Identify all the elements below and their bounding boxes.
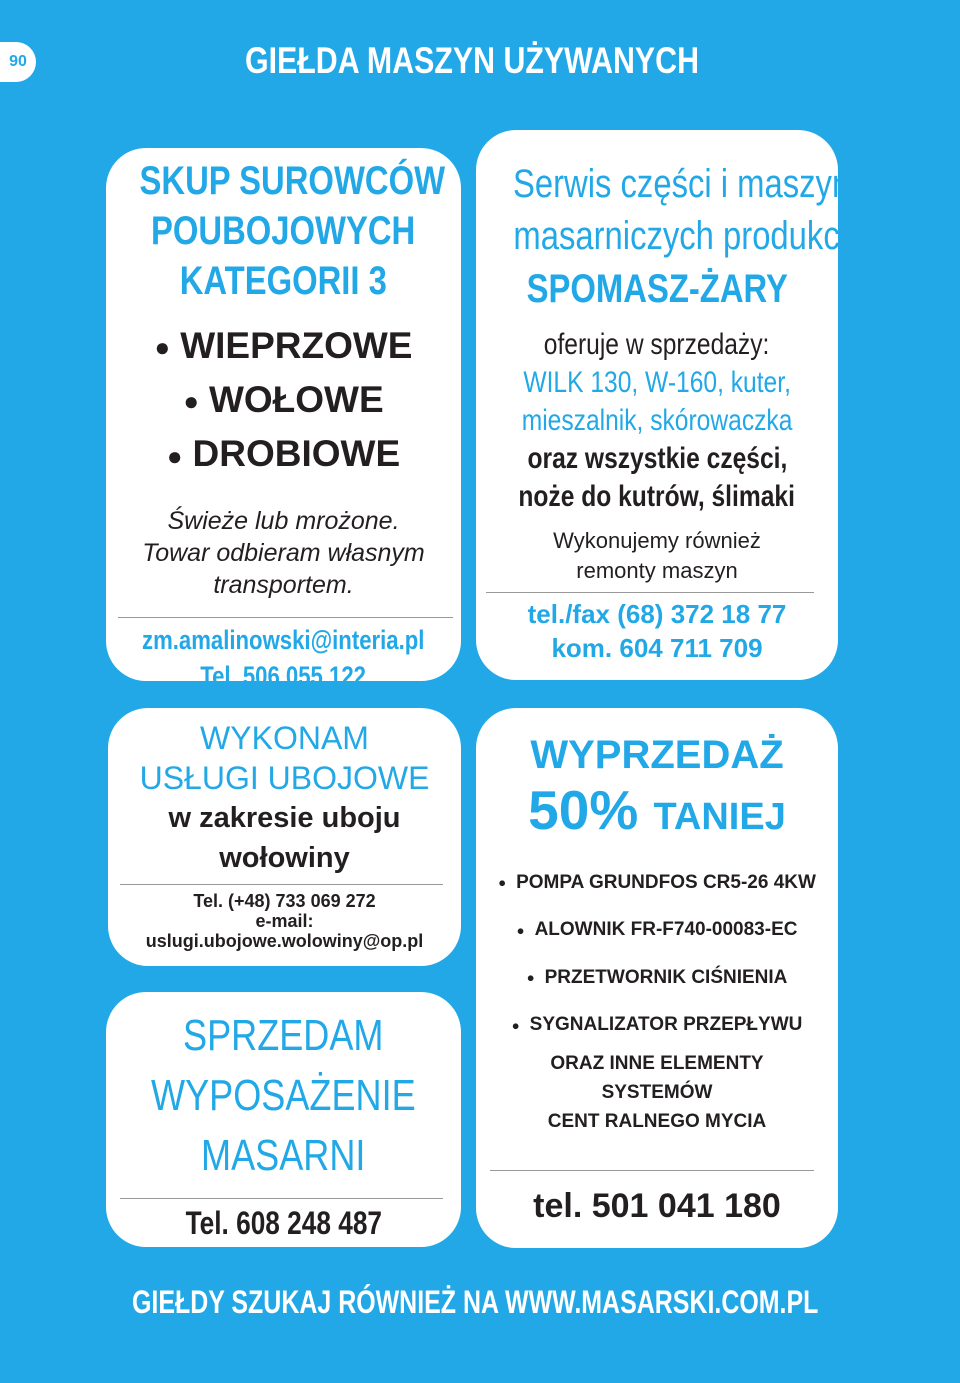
ad3-contact (108, 891, 461, 951)
ad-card-uslugi-ubojowe (108, 708, 461, 966)
ad2-products: WILK 130, W-160, kuter, mieszalnik, skórowaczka (521, 366, 793, 437)
ad-card-skup-surowcow (106, 148, 461, 691)
ad2-contact (476, 597, 838, 665)
ad1-email[interactable]: zm.amalinowski@interia.pl (142, 624, 425, 655)
ad1-items (106, 320, 461, 483)
bullet-icon: ● (526, 970, 535, 986)
ad2-phone: tel./fax (68) 372 18 77 (527, 599, 787, 629)
ad5-items (476, 859, 838, 1049)
ad1-contact (106, 622, 461, 694)
ad-card-spomasz (476, 130, 855, 680)
ad3-phone: Tel. (+48) 733 069 272 (193, 891, 376, 911)
list-item: ● ALOWNIK FR-F740-00083-EC (516, 919, 798, 941)
ad1-title-line: KATEGORII 3 (179, 259, 388, 303)
ad-card-wyposazenie (106, 992, 461, 1247)
ad4-title: SPRZEDAM WYPOSAŻENIE MASARNI (151, 1011, 416, 1180)
ad2-repairs: Wykonujemy również remonty maszyn (553, 528, 761, 583)
ad2-parts: oraz wszystkie części, noże do kutrów, ślimaki (518, 442, 796, 513)
ad2-title: Serwis części i maszyn masarniczych produkcji (513, 162, 855, 258)
footer-text: GIEŁDY SZUKAJ RÓWNIEŻ NA WWW.MASARSKI.COM.PL (132, 1284, 819, 1320)
divider (490, 1170, 814, 1171)
ad2-brand: SPOMASZ-ŻARY (526, 267, 788, 311)
divider (118, 617, 453, 618)
ad5-phone: tel. 501 041 180 (533, 1186, 781, 1225)
ad3-desc: w zakresie uboju wołowiny (168, 802, 401, 874)
page-number: 90 (0, 42, 36, 82)
ad3-email[interactable]: uslugi.ubojowe.wolowiny@op.pl (145, 931, 424, 951)
ad4-phone: Tel. 608 248 487 (185, 1205, 382, 1241)
bullet-icon: ● (154, 334, 171, 363)
bullet-icon: ● (511, 1017, 520, 1033)
ad1-title (106, 156, 461, 306)
bullet-icon: ● (498, 875, 507, 891)
bullet-icon: ● (183, 388, 199, 417)
list-item: ● SYGNALIZATOR PRZEPŁYWU (511, 1014, 803, 1036)
ad2-mobile: kom. 604 711 709 (551, 633, 763, 663)
ad2-offer-intro: oferuje w sprzedaży: (544, 328, 770, 361)
list-item: ● POMPA GRUNDFOS CR5-26 4KW (498, 872, 816, 893)
ad1-title-line: SKUP SUROWCÓW (139, 159, 446, 203)
page-header-title: GIEŁDA MASZYN UŻYWANYCH (245, 40, 699, 81)
ad-card-wyprzedaz (476, 708, 838, 1248)
ad1-note: Świeże lub mrożone. Towar odbieram własnym transportem. (142, 506, 425, 599)
divider (486, 592, 814, 593)
ad5-other: ORAZ INNE ELEMENTY SYSTEMÓW CENT RALNEGO MYCIA (547, 1052, 767, 1132)
ad3-email-label: e-mail: (255, 911, 314, 931)
ad1-phone: Tel. 506 055 122 (200, 660, 367, 691)
list-item: ● PRZETWORNIK CIŚNIENIA (526, 966, 788, 988)
ad3-title: WYKONAM USŁUGI UBOJOWE (139, 720, 430, 796)
list-item: ● DROBIOWE (166, 433, 401, 475)
bullet-icon: ● (516, 922, 525, 938)
bullet-icon: ● (166, 442, 183, 471)
list-item: ● WOŁOWE (183, 379, 384, 421)
divider (120, 1198, 443, 1199)
list-item: ● WIEPRZOWE (154, 325, 413, 366)
ad5-discount: 50% TANIEJ (528, 779, 786, 841)
ad5-headline: WYPRZEDAŻ (530, 733, 784, 777)
divider (120, 884, 443, 885)
ad1-title-line: POUBOJOWYCH (151, 209, 416, 253)
